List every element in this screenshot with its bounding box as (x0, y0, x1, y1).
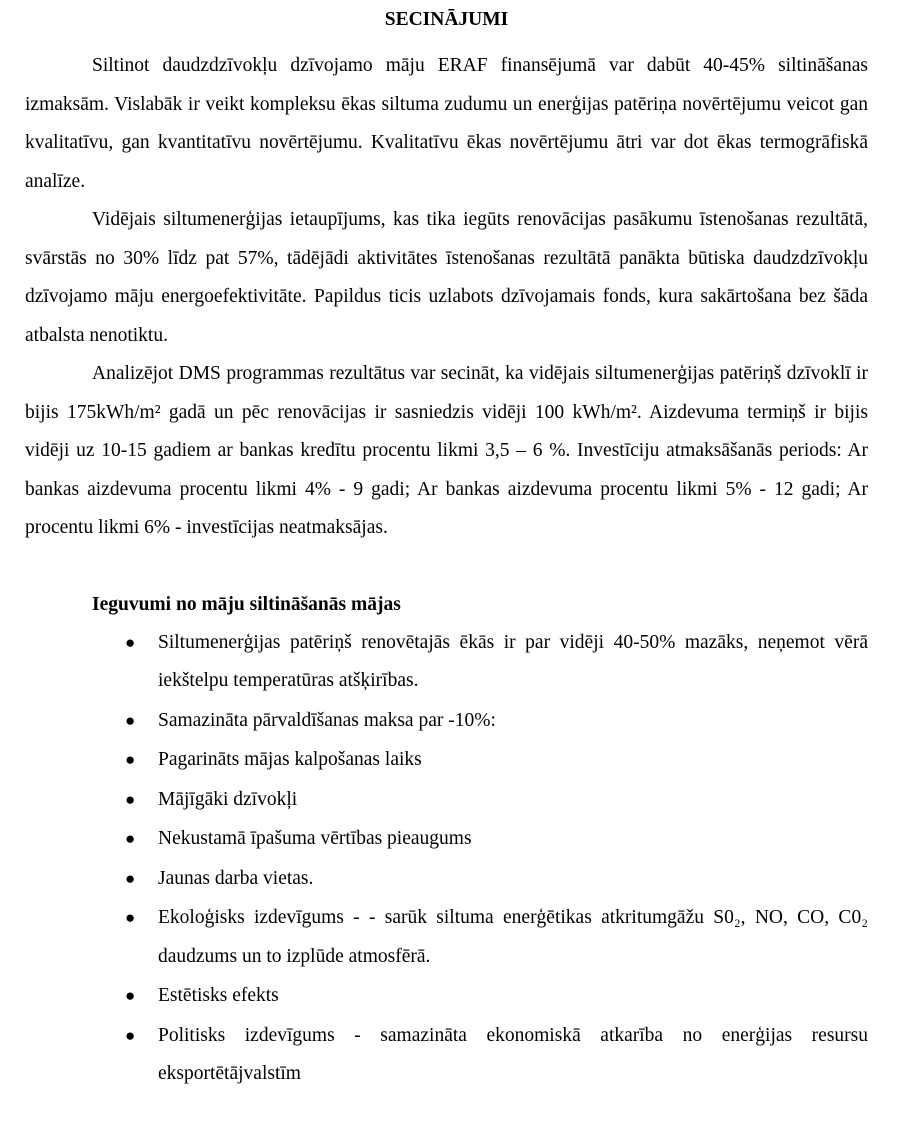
list-item-text: Ekoloģisks izdevīgums - - sarūk siltuma enerģētikas atkritumgāžu S0₂, NO, CO, C0₂ daudzums un to izplūde atmosfērā. (158, 907, 868, 967)
paragraph-dms-results: Analizējot DMS programmas rezultātus var secināt, ka vidējais siltumenerģijas patēriņš dzīvoklī ir bijis 175kWh/m² gadā un pēc renovācijas ir sasniedzis vidēji 100 kWh/m². Aizdevuma termiņš ir bijis vidēji uz 10-15 gadiem ar bankas kredītu procentu likmi 3,5 – 6 %. Investīciju atmaksāšanās periods: Ar bankas aizdevuma procentu likmi 4% - 9 gadi; Ar bankas aizdevuma procentu likmi 5% - 12 gadi; Ar procentu likmi 6% - investīcijas neatmaksājas. (25, 363, 868, 538)
list-item-text: Samazināta pārvaldīšanas maksa par -10%: (158, 709, 496, 731)
bullet-icon: ● (125, 710, 136, 730)
list-item-text: Estētisks efekts (158, 985, 279, 1006)
list-item (25, 624, 868, 701)
list-item (25, 820, 868, 859)
list-item-text: Siltumenerģijas patēriņš renovētajās ēkās ir par vidēji 40-50% mazāks, neņemot vērā iekštelpu temperatūras atšķirības. (158, 631, 868, 691)
list-item (25, 781, 868, 820)
bullet-icon: ● (125, 829, 136, 848)
list-item-text: Nekustamā īpašuma vērtības pieaugums (158, 828, 472, 849)
benefits-list (25, 624, 868, 1094)
list-item (25, 899, 868, 976)
list-item (25, 741, 868, 780)
benefits-heading: Ieguvumi no māju siltināšanās mājas (92, 593, 401, 615)
list-item (25, 1017, 868, 1094)
list-item (25, 860, 868, 899)
bullet-icon: ● (125, 868, 136, 888)
list-item-text: Pagarināts mājas kalpošanas laiks (158, 749, 422, 770)
bullet-icon: ● (125, 789, 136, 809)
list-item (25, 702, 868, 741)
bullet-icon: ● (125, 750, 136, 769)
document-page (0, 9, 911, 1135)
list-item (25, 977, 868, 1016)
bullet-icon: ● (125, 986, 136, 1005)
bullet-icon: ● (125, 632, 136, 652)
bullet-icon: ● (125, 1025, 136, 1045)
section-spacer (25, 548, 868, 586)
paragraph-insulation-funding: Siltinot daudzdzīvokļu dzīvojamo māju ERAF finansējumā var dabūt 40-45% siltināšanas izmaksām. Vislabāk ir veikt kompleksu ēkas siltuma zudumu un enerģijas patēriņa novērtējumu veicot gan kvalitatīvu, gan kvantitatīvu novērtējumu. Kvalitatīvu ēkas novērtējumu ātri var dot ēkas termogrāfiskā analīze. (25, 55, 868, 192)
paragraph-energy-savings: Vidējais siltumenerģijas ietaupījums, kas tika iegūts renovācijas pasākumu īstenošanas rezultātā, svārstās no 30% līdz pat 57%, tādējādi aktivitātes īstenošanas rezultātā panākta būtiska daudzdzīvokļu dzīvojamo māju energoefektivitāte. Papildus ticis uzlabots dzīvojamais fonds, kura sakārtošana bez šāda atbalsta nenotiktu. (25, 209, 868, 346)
document-title: SECINĀJUMI (384, 9, 509, 30)
list-item-text: Mājīgāki dzīvokļi (158, 788, 298, 810)
list-item-text: Politisks izdevīgums - samazināta ekonomiskā atkarība no enerģijas resursu eksportētājvalstīm (158, 1024, 868, 1084)
list-item-text: Jaunas darba vietas. (158, 867, 314, 889)
bullet-icon: ● (125, 908, 136, 927)
